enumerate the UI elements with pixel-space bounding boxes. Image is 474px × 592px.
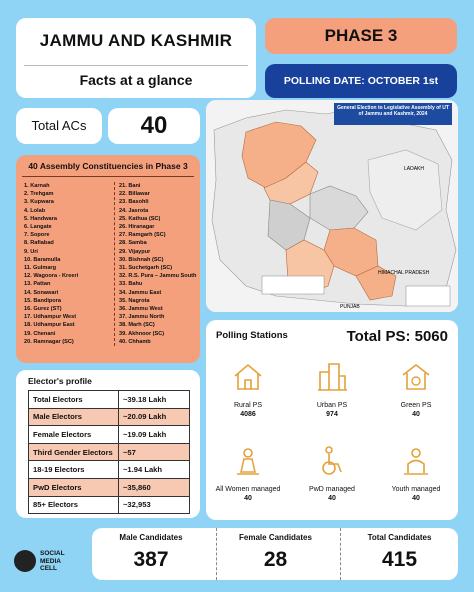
constituency-list-card: [16, 155, 200, 363]
label-himachal: HIMACHAL PRADESH: [378, 270, 430, 276]
constituency-item: 1. Karnah: [24, 183, 50, 189]
constituency-item: 26. Hiranagar: [119, 224, 155, 231]
constituency-item: 12. Wagoora - Kreeri: [24, 273, 79, 280]
constituency-item: 18. Udhampur East: [24, 322, 75, 329]
label-ladakh: LADAKH: [404, 166, 425, 172]
elector-row: [29, 478, 190, 496]
elector-row-value: ~39.18 Lakh: [119, 391, 190, 409]
constituency-item: 19. Chenani: [24, 330, 56, 337]
constituency-item: 22. Billawar: [119, 191, 150, 198]
ps-youth: Youth managed 40: [374, 444, 458, 503]
male-candidates-value: 387: [133, 548, 169, 571]
page-title: JAMMU AND KASHMIR: [39, 31, 233, 50]
constituency-item: 10. Baramulla: [24, 256, 61, 263]
buildings-icon: [315, 360, 349, 394]
female-candidates-value: 28: [263, 548, 288, 571]
elector-row-label: Third Gender Electors: [29, 443, 119, 461]
map-legend: [406, 286, 450, 306]
elector-row-label: 85+ Electors: [29, 496, 119, 514]
logo-line: CELL: [40, 565, 57, 572]
constituency-item: 31. Suchetgarh (SC): [119, 265, 173, 272]
wheelchair-icon: [315, 444, 349, 478]
constituency-item: 29. Vijaypur: [119, 248, 151, 255]
ps-green: Green PS 40: [374, 360, 458, 419]
logo-line: MEDIA: [40, 557, 61, 565]
ps-rural: Rural PS 4086: [206, 360, 290, 419]
constituency-item: 15. Bandipora: [24, 297, 61, 304]
constituency-item: 2. Trehgam: [24, 191, 54, 198]
elector-row: [29, 496, 190, 514]
constituency-item: 4. Lolab: [24, 207, 46, 214]
polling-date-banner: POLLING DATE: OCTOBER 1st: [265, 64, 457, 98]
elector-row-value: ~57: [119, 443, 190, 461]
map-card: [206, 100, 458, 312]
constituency-item: 34. Jammu East: [119, 289, 162, 296]
constituency-item: 39. Akhnoor (SC): [119, 330, 165, 337]
social-media-cell-logo: [14, 548, 88, 576]
elector-row-value: ~35,860: [119, 478, 190, 496]
elector-profile-card: [16, 370, 200, 518]
elector-row-value: ~1.94 Lakh: [119, 461, 190, 479]
total-candidates-value: 415: [381, 548, 418, 571]
label-punjab: PUNJAB: [340, 304, 360, 310]
male-candidates-label: Male Candidates: [119, 533, 183, 542]
elector-row-label: PwD Electors: [29, 478, 119, 496]
elector-row-value: ~20.09 Lakh: [119, 408, 190, 426]
elector-profile-title: Elector's profile: [28, 376, 92, 386]
polling-stations-title: Polling Stations: [216, 330, 288, 341]
constituency-item: 35. Nagrota: [119, 297, 150, 304]
elector-row-value: ~19.09 Lakh: [119, 426, 190, 444]
logo-line: SOCIAL: [40, 550, 65, 557]
constituency-item: 30. Bishnah (SC): [119, 256, 164, 263]
elector-row: [29, 443, 190, 461]
candidates-card: [92, 528, 458, 580]
constituency-column-right: [114, 182, 198, 346]
elector-table: [28, 390, 190, 514]
constituency-item: 11. Gulmarg: [24, 265, 57, 272]
elector-row: [29, 461, 190, 479]
constituency-item: 28. Samba: [119, 240, 147, 247]
elector-row: [29, 408, 190, 426]
ps-women: All Women managed 40: [206, 444, 290, 503]
title-card: [16, 18, 256, 98]
elector-row-label: Female Electors: [29, 426, 119, 444]
constituency-item: 36. Jammu West: [119, 306, 163, 313]
constituency-item: 5. Handwara: [24, 215, 57, 222]
youth-icon: [399, 444, 433, 478]
elector-row: [29, 426, 190, 444]
ps-pwd: PwD managed 40: [290, 444, 374, 503]
ps-urban: Urban PS 974: [290, 360, 374, 419]
male-candidates: [92, 528, 210, 580]
constituency-item: 21. Bani: [119, 183, 141, 189]
women-icon: [231, 444, 265, 478]
total-acs-value: 40: [108, 108, 200, 144]
constituency-item: 33. Bahu: [119, 281, 143, 288]
divider: [24, 65, 248, 66]
divider: [22, 176, 194, 177]
phase-badge: PHASE 3: [265, 18, 457, 54]
green-house-icon: [399, 360, 433, 394]
constituency-item: 38. Marh (SC): [119, 322, 155, 329]
constituency-item: 32. R.S. Pura – Jammu South: [119, 273, 197, 280]
elector-row-label: 18-19 Electors: [29, 461, 119, 479]
constituency-item: 6. Langate: [24, 224, 52, 231]
constituency-item: 3. Kupwara: [24, 199, 54, 206]
elector-row-value: ~32,953: [119, 496, 190, 514]
elector-row-label: Total Electors: [29, 391, 119, 409]
constituency-item: 8. Rafiabad: [24, 240, 54, 247]
total-acs-label: Total ACs: [16, 108, 102, 144]
female-candidates: [216, 528, 334, 580]
polling-stations-total: Total PS: 5060: [346, 328, 448, 345]
constituency-column-left: [24, 182, 110, 346]
constituency-item: 27. Ramgarh (SC): [119, 232, 166, 239]
constituency-item: 40. Chhamb: [119, 338, 151, 345]
polling-stations-card: [206, 320, 458, 520]
constituency-item: 16. Gurez (ST): [24, 306, 62, 313]
constituency-item: 23. Basohli: [119, 199, 149, 206]
constituency-item: 20. Ramnagar (SC): [24, 338, 74, 345]
constituency-item: 25. Kathua (SC): [119, 215, 161, 222]
constituency-item: 17. Udhampur West: [24, 314, 77, 321]
elector-row-label: Male Electors: [29, 408, 119, 426]
logo-mark: [14, 550, 36, 572]
constituency-item: 14. Sonawari: [24, 289, 59, 296]
total-candidates-label: Total Candidates: [367, 533, 432, 542]
constituency-item: 7. Sopore: [24, 232, 50, 239]
page-subtitle: Facts at a glance: [79, 72, 193, 88]
constituency-item: 13. Pattan: [24, 281, 51, 288]
total-candidates: [340, 528, 458, 580]
constituency-item: 37. Jammu North: [119, 314, 165, 321]
constituency-item: 24. Jasrota: [119, 207, 149, 214]
constituency-map: [206, 100, 458, 312]
constituency-item: 9. Uri: [24, 248, 38, 255]
house-icon: [231, 360, 265, 394]
constituency-list-title: 40 Assembly Constituencies in Phase 3: [28, 161, 188, 171]
map-key: [262, 276, 324, 294]
female-candidates-label: Female Candidates: [239, 533, 312, 542]
map-title: General Election to Legislative Assembly of UT of Jammu and Kashmir, 2024: [334, 103, 452, 125]
elector-row: [29, 391, 190, 409]
